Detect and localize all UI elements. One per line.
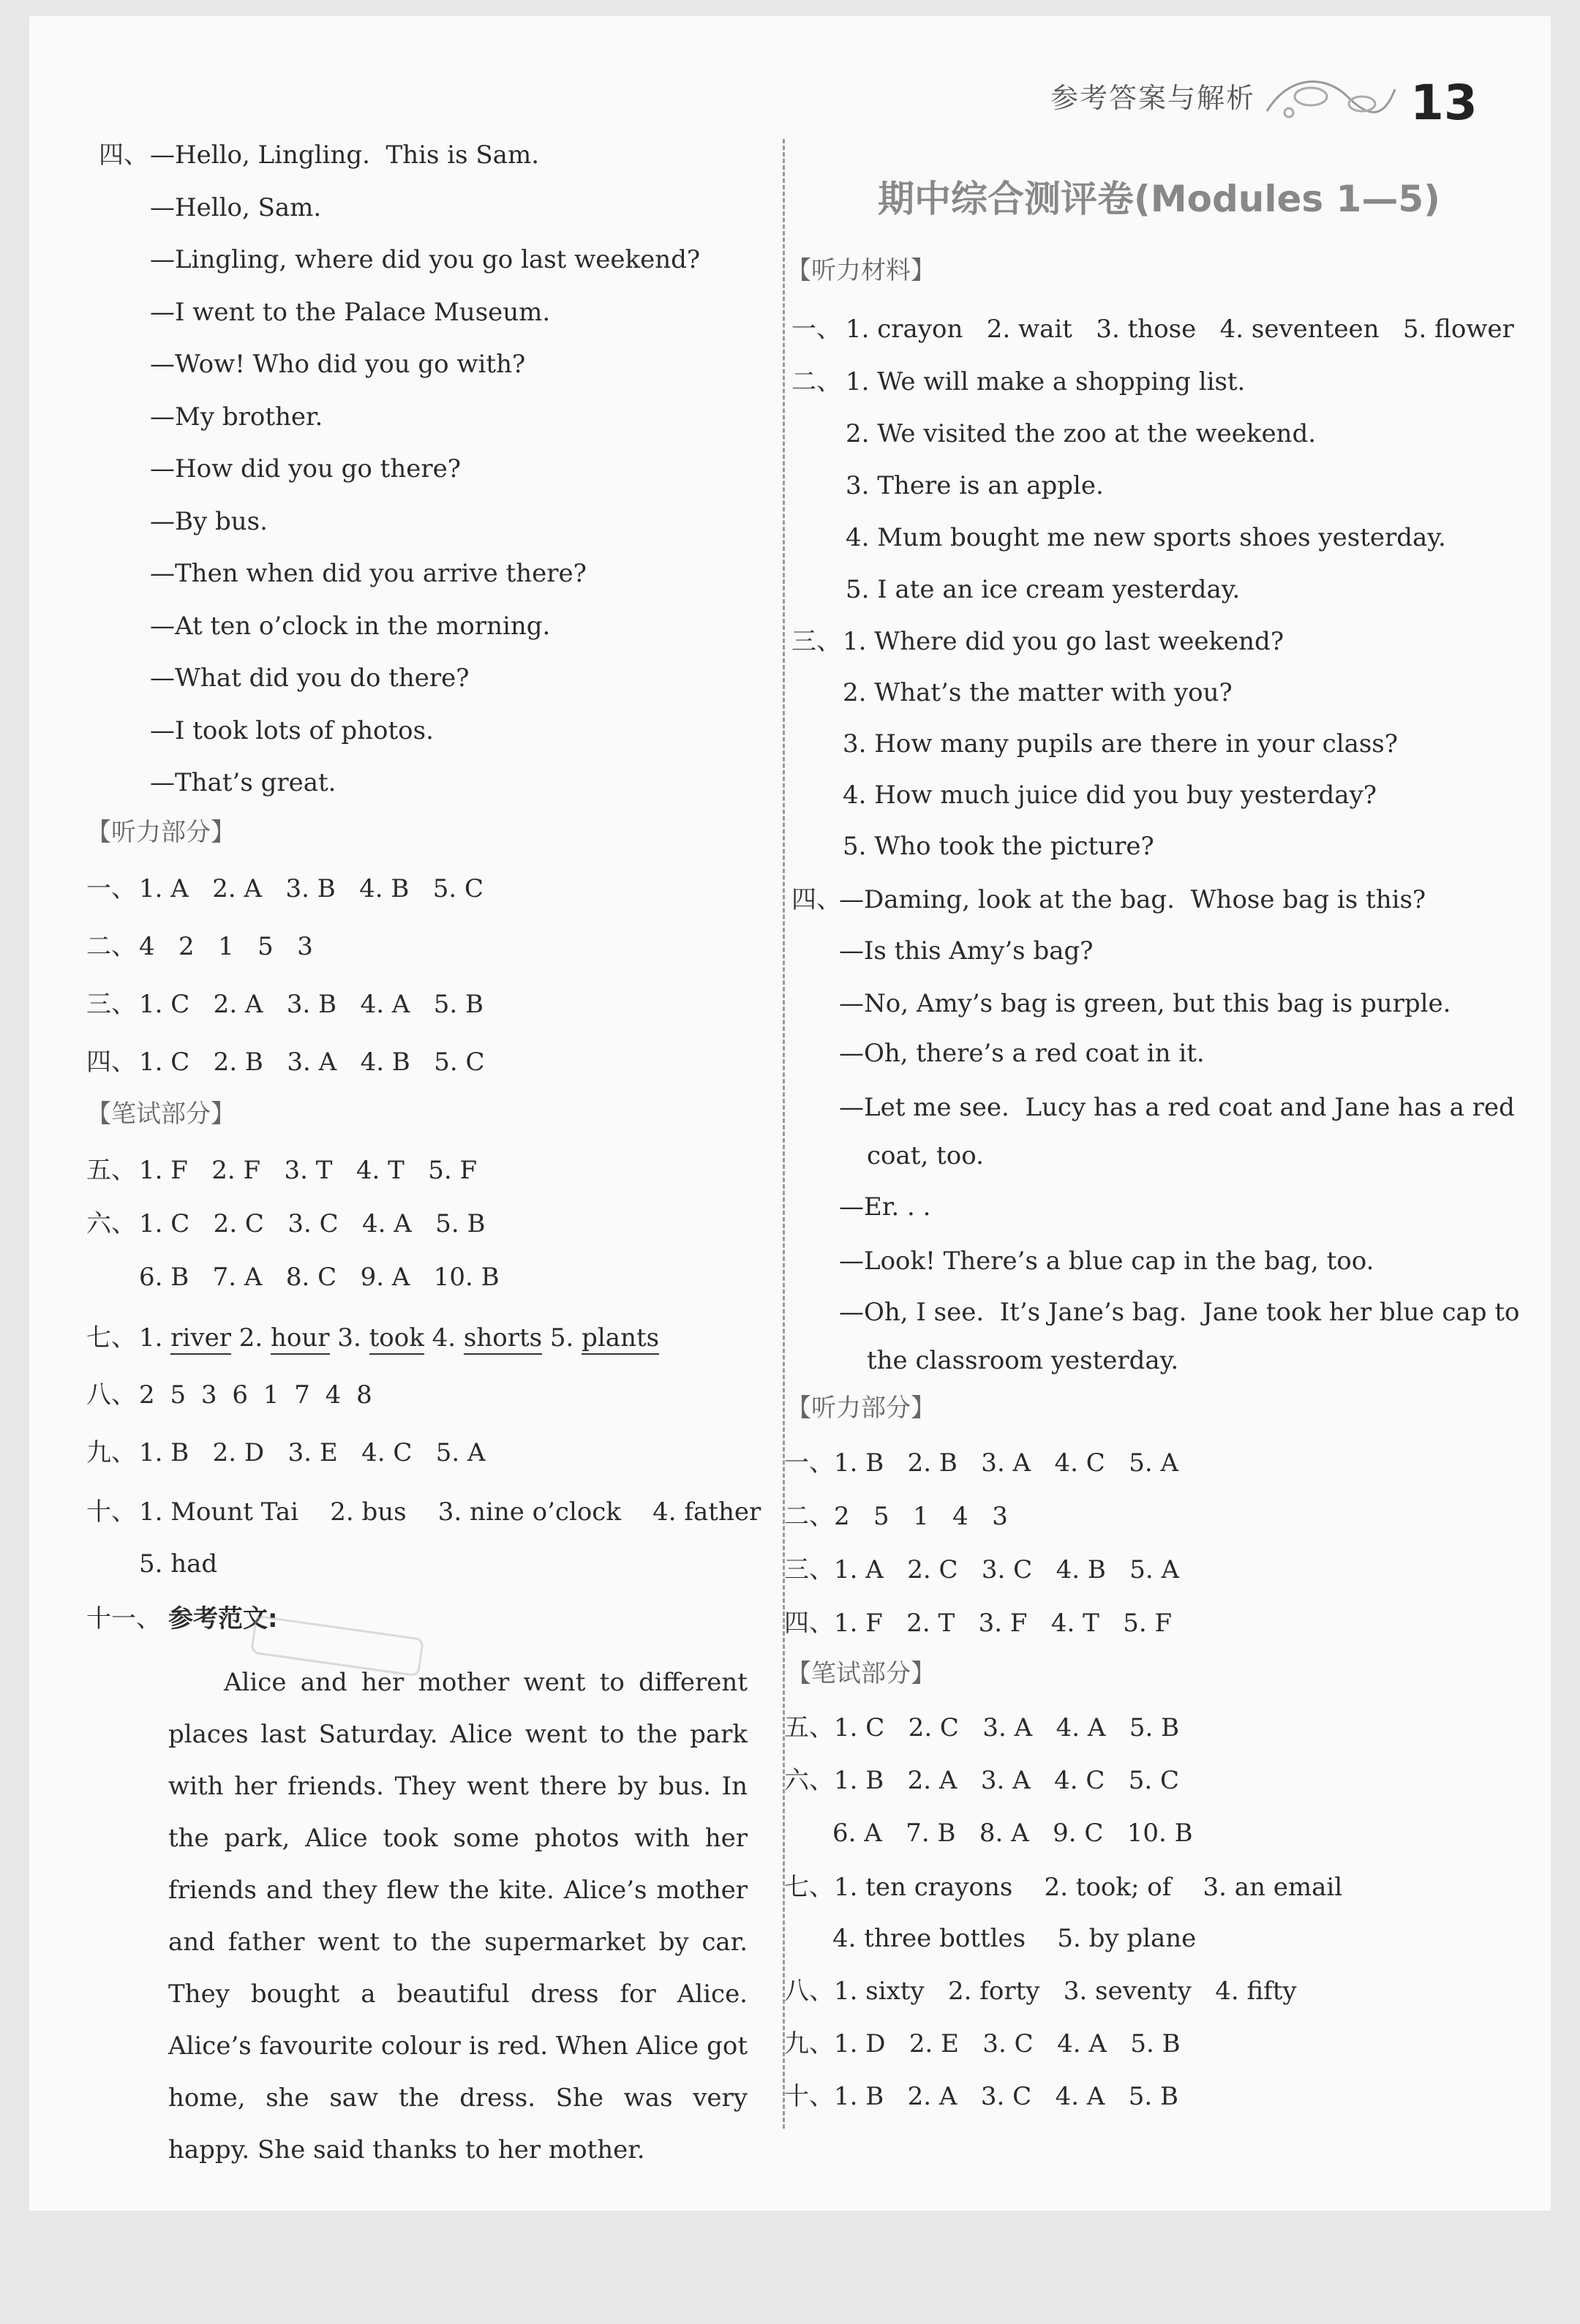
writing-heading: 【笔试部分】 (86, 1099, 236, 1129)
answer-label: 五、 (784, 1713, 834, 1742)
answer-row: 1. D 2. E 3. C 4. A 5. B (834, 2029, 1181, 2058)
dialogue-line: —By bus. (150, 506, 268, 536)
m1-label: 一、 (791, 315, 841, 344)
answer-row: 4. three bottles 5. by plane (832, 1924, 1197, 1953)
m4-line: —Oh, I see. It’s Jane’s bag. Jane took her blue cap to (839, 1298, 1520, 1327)
q7-number: 3. (337, 1323, 369, 1353)
m4-line: —Look! There’s a blue cap in the bag, too. (839, 1246, 1374, 1276)
answer-label: 一、 (86, 874, 136, 903)
m4-line: coat, too. (867, 1141, 984, 1170)
m3-label: 三、 (791, 627, 841, 656)
right-listening-heading: 【听力部分】 (786, 1394, 936, 1423)
right-writing-heading: 【笔试部分】 (786, 1659, 936, 1688)
dialogue-line: —Wow! Who did you go with? (150, 350, 526, 379)
page-number: 13 (1410, 75, 1478, 131)
answer-label: 二、 (784, 1502, 834, 1531)
q8-label: 八、 (86, 1380, 136, 1410)
answer-row: 6. B 7. A 8. C 9. A 10. B (139, 1263, 500, 1292)
q8-answers: 2 5 3 6 1 7 4 8 (139, 1380, 372, 1410)
answer-row: 1. sixty 2. forty 3. seventy 4. fifty (834, 1977, 1297, 2006)
answer-label: 三、 (86, 990, 136, 1019)
dialogue-line: —I took lots of photos. (150, 715, 434, 745)
answer-label: 六、 (86, 1209, 136, 1238)
q7-word: shorts (464, 1323, 542, 1355)
answer-row: 1. C 2. A 3. B 4. A 5. B (139, 990, 484, 1019)
answer-label: 八、 (784, 1977, 834, 2006)
answer-row: 1. C 2. C 3. A 4. A 5. B (834, 1713, 1180, 1742)
q9-answers: 1. B 2. D 3. E 4. C 5. A (139, 1438, 486, 1467)
dialogue-line: —Lingling, where did you go last weekend? (150, 245, 701, 274)
q7-word: river (170, 1323, 231, 1355)
m4-line: —No, Amy’s bag is green, but this bag is purple. (839, 989, 1451, 1018)
m4-line: —Is this Amy’s bag? (839, 936, 1094, 966)
answer-label: 四、 (86, 1048, 136, 1077)
q7-word: hour (271, 1323, 330, 1355)
answer-row: 1. ten crayons 2. took; of 3. an email (834, 1873, 1343, 1902)
dialogue-line: —What did you do there? (150, 663, 470, 693)
q11-label: 十一、 (86, 1604, 161, 1633)
m3-question: 3. How many pupils are there in your class? (843, 729, 1398, 759)
q7-number: 2. (238, 1323, 271, 1353)
dialogue-line: —Then when did you arrive there? (150, 559, 587, 588)
header-label: 参考答案与解析 (1050, 82, 1256, 114)
answer-label: 十、 (784, 2082, 834, 2111)
answer-row: 1. A 2. A 3. B 4. B 5. C (139, 874, 484, 903)
answer-row: 6. A 7. B 8. A 9. C 10. B (832, 1819, 1193, 1848)
m1-text: 1. crayon 2. wait 3. those 4. seventeen 5. flower (846, 315, 1514, 344)
dialogue-line: —My brother. (150, 402, 323, 432)
material-heading: 【听力材料】 (786, 256, 936, 285)
model-essay: Alice and her mother went to different places last Saturday. Alice went to the park with her friends. They went there by bus. In the park, Alice took some photos with her friends and they flew the kite. Alice’s mother and father went to the supermarket by car. They bought a beautiful dress for Alice. Alice’s favourite colour is red. When Alice got home, she saw the dress. She was very happy. She said thanks to her mother. (168, 1668, 748, 2165)
m4-line: —Let me see. Lucy has a red coat and Jane has a red (839, 1093, 1515, 1122)
answer-label: 二、 (86, 932, 136, 961)
answer-label: 七、 (784, 1873, 834, 1902)
m3-question: 4. How much juice did you buy yesterday? (843, 781, 1377, 810)
dialogue-line: —Hello, Lingling. This is Sam. (150, 140, 539, 170)
dialogue-line: —That’s great. (150, 768, 336, 797)
answer-label: 四、 (784, 1609, 834, 1638)
q10-answers: 1. Mount Tai 2. bus 3. nine o’clock 4. father (139, 1497, 761, 1527)
dialogue-line: —How did you go there? (150, 454, 461, 484)
answer-row: 1. F 2. T 3. F 4. T 5. F (834, 1609, 1173, 1638)
answer-row: 1. B 2. A 3. C 4. A 5. B (834, 2082, 1179, 2111)
answer-row: 1. C 2. C 3. C 4. A 5. B (139, 1209, 486, 1238)
column-divider (783, 139, 785, 2129)
q10-label: 十、 (86, 1497, 136, 1527)
q7-word: plants (582, 1323, 659, 1355)
answer-label: 六、 (784, 1766, 834, 1795)
q7-number: 1. (139, 1323, 171, 1353)
dialogue-line: —I went to the Palace Museum. (150, 297, 551, 327)
answer-row: 1. B 2. A 3. A 4. C 5. C (834, 1766, 1180, 1795)
answer-label: 三、 (784, 1555, 834, 1584)
m2-sentence: 1. We will make a shopping list. (846, 367, 1246, 396)
m2-sentence: 5. I ate an ice cream yesterday. (846, 575, 1241, 604)
exam-title: 期中综合测评卷(Modules 1—5) (878, 178, 1440, 220)
answer-row: 1. F 2. F 3. T 4. T 5. F (139, 1156, 478, 1185)
q7-number: 5. (549, 1323, 582, 1353)
dialogue-line: —At ten o’clock in the morning. (150, 611, 551, 641)
m2-sentence: 4. Mum bought me new sports shoes yesterday. (846, 523, 1446, 552)
listening-heading: 【听力部分】 (86, 818, 236, 847)
m2-sentence: 2. We visited the zoo at the weekend. (846, 419, 1317, 448)
dialogue-line: —Hello, Sam. (150, 192, 322, 222)
header-decoration-icon (1260, 67, 1399, 126)
q10-answers-cont: 5. had (139, 1549, 218, 1579)
m3-question: 1. Where did you go last weekend? (843, 627, 1284, 656)
q7-number: 4. (432, 1323, 464, 1353)
q7-answers (139, 1323, 659, 1353)
answer-label: 五、 (86, 1156, 136, 1185)
q7-word: took (369, 1323, 424, 1355)
answer-row: 4 2 1 5 3 (139, 932, 313, 961)
answer-row: 2 5 1 4 3 (834, 1502, 1008, 1531)
answer-row: 1. C 2. B 3. A 4. B 5. C (139, 1048, 485, 1077)
m3-question: 2. What’s the matter with you? (843, 678, 1233, 707)
q9-label: 九、 (86, 1438, 136, 1467)
m4-line: —Daming, look at the bag. Whose bag is this? (839, 885, 1426, 914)
m3-question: 5. Who took the picture? (843, 832, 1154, 861)
answer-row: 1. A 2. C 3. C 4. B 5. A (834, 1555, 1180, 1584)
m4-line: the classroom yesterday. (867, 1346, 1179, 1375)
answer-label: 一、 (784, 1448, 834, 1478)
m4-line: —Er. . . (839, 1192, 931, 1222)
answer-label: 九、 (784, 2029, 834, 2058)
answer-row: 1. B 2. B 3. A 4. C 5. A (834, 1448, 1179, 1478)
m2-label: 二、 (791, 367, 841, 396)
q7-label: 七、 (86, 1323, 136, 1353)
q11-heading: 参考范文: (168, 1604, 278, 1633)
m4-line: —Oh, there’s a red coat in it. (839, 1039, 1205, 1068)
dialogue-label: 四、 (99, 140, 148, 170)
m4-label: 四、 (791, 885, 841, 914)
m2-sentence: 3. There is an apple. (846, 471, 1104, 500)
